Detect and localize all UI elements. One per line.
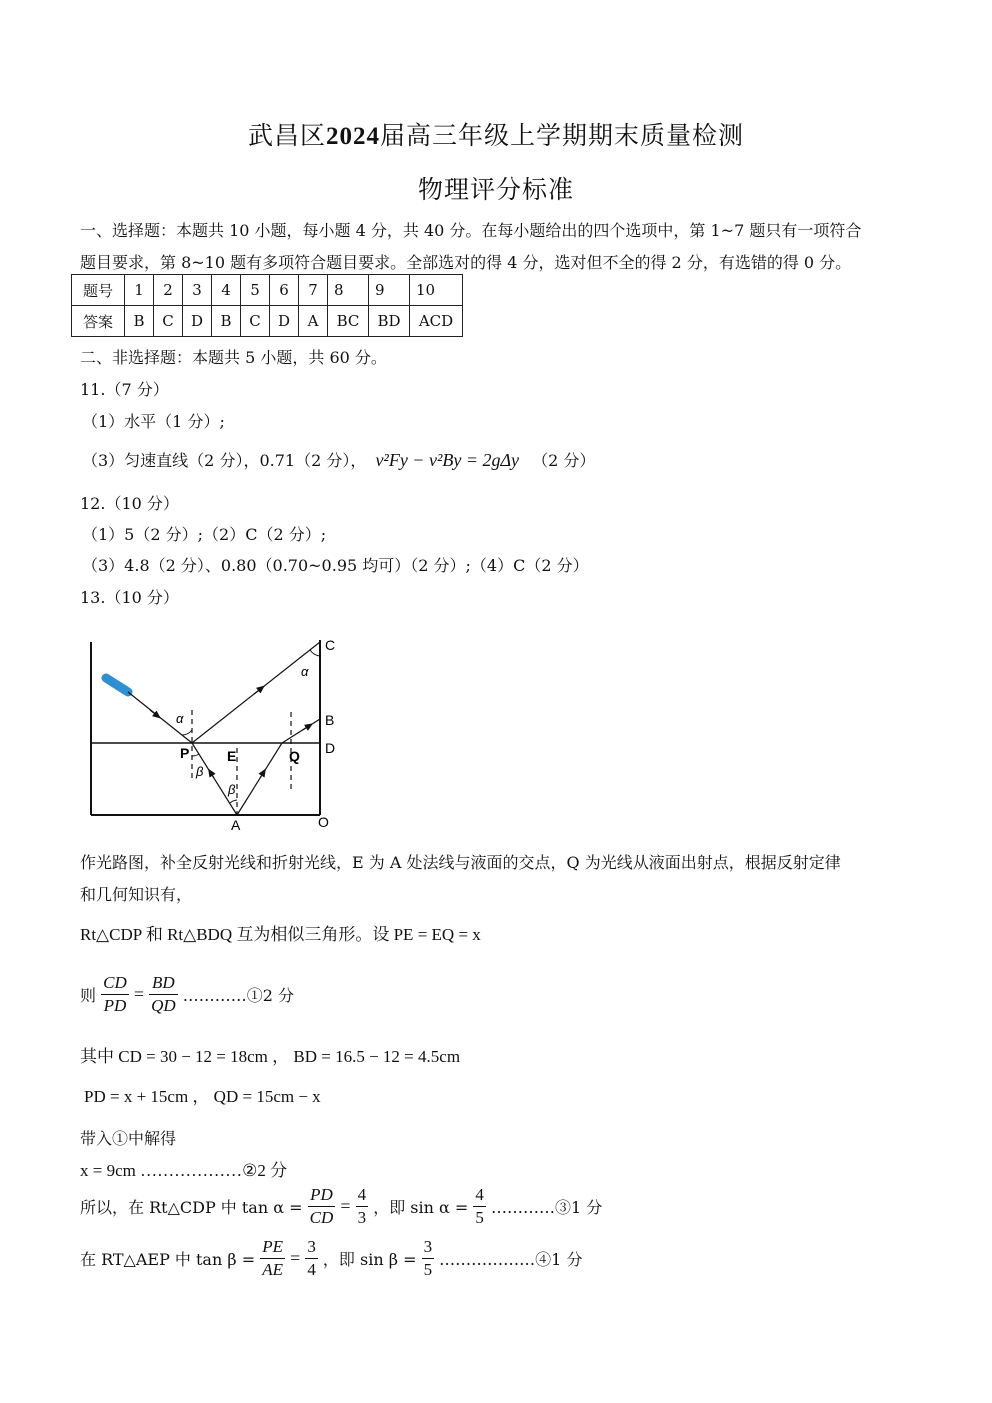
- frac-num: 4: [473, 1184, 486, 1207]
- frac-den: 4: [307, 1260, 316, 1279]
- alpha-arc-c: [310, 650, 320, 656]
- fraction-3-4: [305, 1236, 318, 1281]
- eq1-prefix: 则: [80, 986, 97, 1005]
- table-cell: BC: [328, 306, 369, 337]
- table-cell: 9: [369, 275, 410, 306]
- table-cell: D: [270, 306, 299, 337]
- laser-pen-icon: [106, 678, 128, 692]
- q13-tan-beta: 在 RT△AEP 中 tan β = $\frac{PE}{AE}$ = $\frac{3}{4}$ ，即 sin β = $\frac{3}{5}$ ………………④1 分: [80, 1237, 583, 1279]
- title-year: 2024: [326, 123, 380, 150]
- exit-ray: [282, 719, 320, 743]
- q13-eq1: 则 $\frac{CD}{PD}$ = $\frac{BD}{QD}$ …………①2 分: [80, 973, 295, 1015]
- refracted-arrow-1: [210, 772, 214, 778]
- frac-den: PD: [103, 996, 127, 1015]
- alpha-arc-p: [182, 730, 192, 735]
- frac-den: AE: [262, 1260, 283, 1279]
- title-part1: 武昌区: [247, 121, 326, 150]
- q12-line2: （3）4.8（2 分）、0.80（0.70~0.95 均可）（2 分）;（4）C（2 分）: [82, 556, 589, 575]
- table-cell: 1: [125, 275, 154, 306]
- label-b: B: [325, 712, 335, 728]
- table-cell: D: [183, 306, 212, 337]
- table-cell: 3: [183, 275, 212, 306]
- q13-x-result: x = 9cm ………………②2 分: [80, 1161, 288, 1180]
- title-part2: 届高三年级上学期期末质量检测: [380, 121, 745, 150]
- reflected-arrow: [254, 688, 262, 694]
- q11-head: 11.（7 分）: [80, 380, 169, 399]
- label-o: O: [318, 814, 329, 830]
- q13-desc2: 和几何知识有，: [80, 885, 193, 904]
- q13-substitute: 带入①中解得: [80, 1129, 177, 1148]
- q13-pd-qd: PD = x + 15cm ， QD = 15cm − x: [84, 1087, 321, 1106]
- frac-num: PE: [260, 1236, 285, 1259]
- reflected-arrow-2: [260, 772, 264, 778]
- sin-beta-suffix: ………………④1 分: [439, 1250, 583, 1269]
- frac-num: 3: [422, 1236, 435, 1259]
- label-a: A: [231, 817, 241, 832]
- sin-alpha-suffix: …………③1 分: [491, 1198, 603, 1217]
- section1-line1: 一、选择题：本题共 10 小题，每小题 4 分，共 40 分。在每小题给出的四个选项中，第 1~7 题只有一项符合: [80, 221, 862, 240]
- frac-den: 5: [423, 1260, 433, 1279]
- section2-heading: 二、非选择题：本题共 5 小题，共 60 分。: [80, 348, 387, 367]
- q11-line3-score: （2 分）: [532, 451, 596, 470]
- label-e: E: [227, 748, 237, 764]
- fraction-pd-cd: [308, 1184, 336, 1229]
- table-cell: B: [125, 306, 154, 337]
- tan-alpha-prefix: 所以，在 Rt△CDP 中 tan α =: [80, 1198, 303, 1217]
- label-d: D: [325, 740, 336, 756]
- frac-num: CD: [101, 972, 129, 995]
- fraction-4-3: [356, 1184, 369, 1229]
- answer-table: [71, 274, 463, 337]
- table-row-numbers: [72, 275, 463, 306]
- table-cell: A: [299, 306, 328, 337]
- sin-alpha-prefix: ，即 sin α =: [373, 1198, 469, 1217]
- q13-tan-alpha: 所以，在 Rt△CDP 中 tan α = $\frac{PD}{CD}$ = $\frac{4}{3}$ ，即 sin α = $\frac{4}{5}$ …………③1 分: [80, 1185, 603, 1227]
- table-cell: BD: [369, 306, 410, 337]
- q11-line3-text: （3）匀速直线（2 分），0.71（2 分），: [82, 451, 367, 470]
- eq1-suffix: …………①2 分: [182, 986, 295, 1005]
- beta-arc-p: [192, 754, 199, 756]
- section1-line2: 题目要求，第 8~10 题有多项符合题目要求。全部选对的得 4 分，选对但不全的得 2 分，有选错的得 0 分。: [80, 253, 852, 272]
- q12-line1: （1）5（2 分）;（2）C（2 分）;: [82, 525, 327, 544]
- frac-num: 4: [356, 1184, 369, 1207]
- label-c: C: [325, 637, 336, 653]
- fraction-bd-qd: [149, 972, 178, 1017]
- q13-desc1: 作光路图，补全反射光线和折射光线，E 为 A 处法线与液面的交点，Q 为光线从液面出射点，根据反射定律: [80, 853, 841, 872]
- optics-diagram: [84, 632, 344, 832]
- table-cell: 2: [154, 275, 183, 306]
- label-beta-a: β: [228, 782, 236, 797]
- table-row-answers: [72, 306, 463, 337]
- label-alpha-p: α: [176, 711, 184, 726]
- table-cell: C: [154, 306, 183, 337]
- table-cell: 4: [212, 275, 241, 306]
- frac-den: CD: [309, 1208, 334, 1227]
- fraction-pe-ae: [260, 1236, 285, 1281]
- table-header-answer: 答案: [72, 306, 125, 337]
- q11-formula: v²Fy − v²By = 2gΔy: [375, 450, 520, 470]
- table-cell: 5: [241, 275, 270, 306]
- frac-num: 3: [305, 1236, 318, 1259]
- q13-head: 13.（10 分）: [80, 588, 179, 607]
- beta-arc-a: [230, 800, 237, 803]
- table-cell: 10: [410, 275, 463, 306]
- exit-arrow: [302, 725, 310, 730]
- label-beta-p: β: [196, 764, 204, 779]
- table-cell: C: [241, 306, 270, 337]
- fraction-4-5: [473, 1184, 486, 1229]
- reflected-ray-up: [237, 743, 282, 815]
- q12-head: 12.（10 分）: [80, 494, 179, 513]
- q11-line3: [82, 448, 595, 471]
- frac-den: QD: [151, 996, 176, 1015]
- table-cell: 8: [328, 275, 369, 306]
- label-p: P: [180, 745, 190, 761]
- frac-num: PD: [308, 1184, 336, 1207]
- sin-beta-prefix: ，即 sin β =: [322, 1250, 417, 1269]
- table-cell: B: [212, 306, 241, 337]
- page-title: [0, 116, 992, 152]
- q13-similar: Rt△CDP 和 Rt△BDQ 互为相似三角形。设 PE = EQ = x: [80, 925, 481, 944]
- label-alpha-c: α: [301, 664, 309, 679]
- page-subtitle: 物理评分标准: [417, 175, 574, 204]
- table-cell: ACD: [410, 306, 463, 337]
- frac-num: BD: [149, 972, 178, 995]
- fraction-cd-pd: [101, 972, 129, 1017]
- table-header-number: 题号: [72, 275, 125, 306]
- tan-beta-prefix: 在 RT△AEP 中 tan β =: [80, 1250, 256, 1269]
- table-cell: 6: [270, 275, 299, 306]
- frac-den: 5: [475, 1208, 484, 1227]
- q13-cd-bd: 其中 CD = 30 − 12 = 18cm ， BD = 16.5 − 12 = 4.5cm: [80, 1047, 461, 1066]
- fraction-3-5: [422, 1236, 435, 1281]
- frac-den: 3: [357, 1208, 367, 1227]
- table-cell: 7: [299, 275, 328, 306]
- q11-line1: （1）水平（1 分）;: [82, 412, 225, 431]
- label-q: Q: [289, 748, 300, 764]
- incident-arrow: [150, 710, 158, 716]
